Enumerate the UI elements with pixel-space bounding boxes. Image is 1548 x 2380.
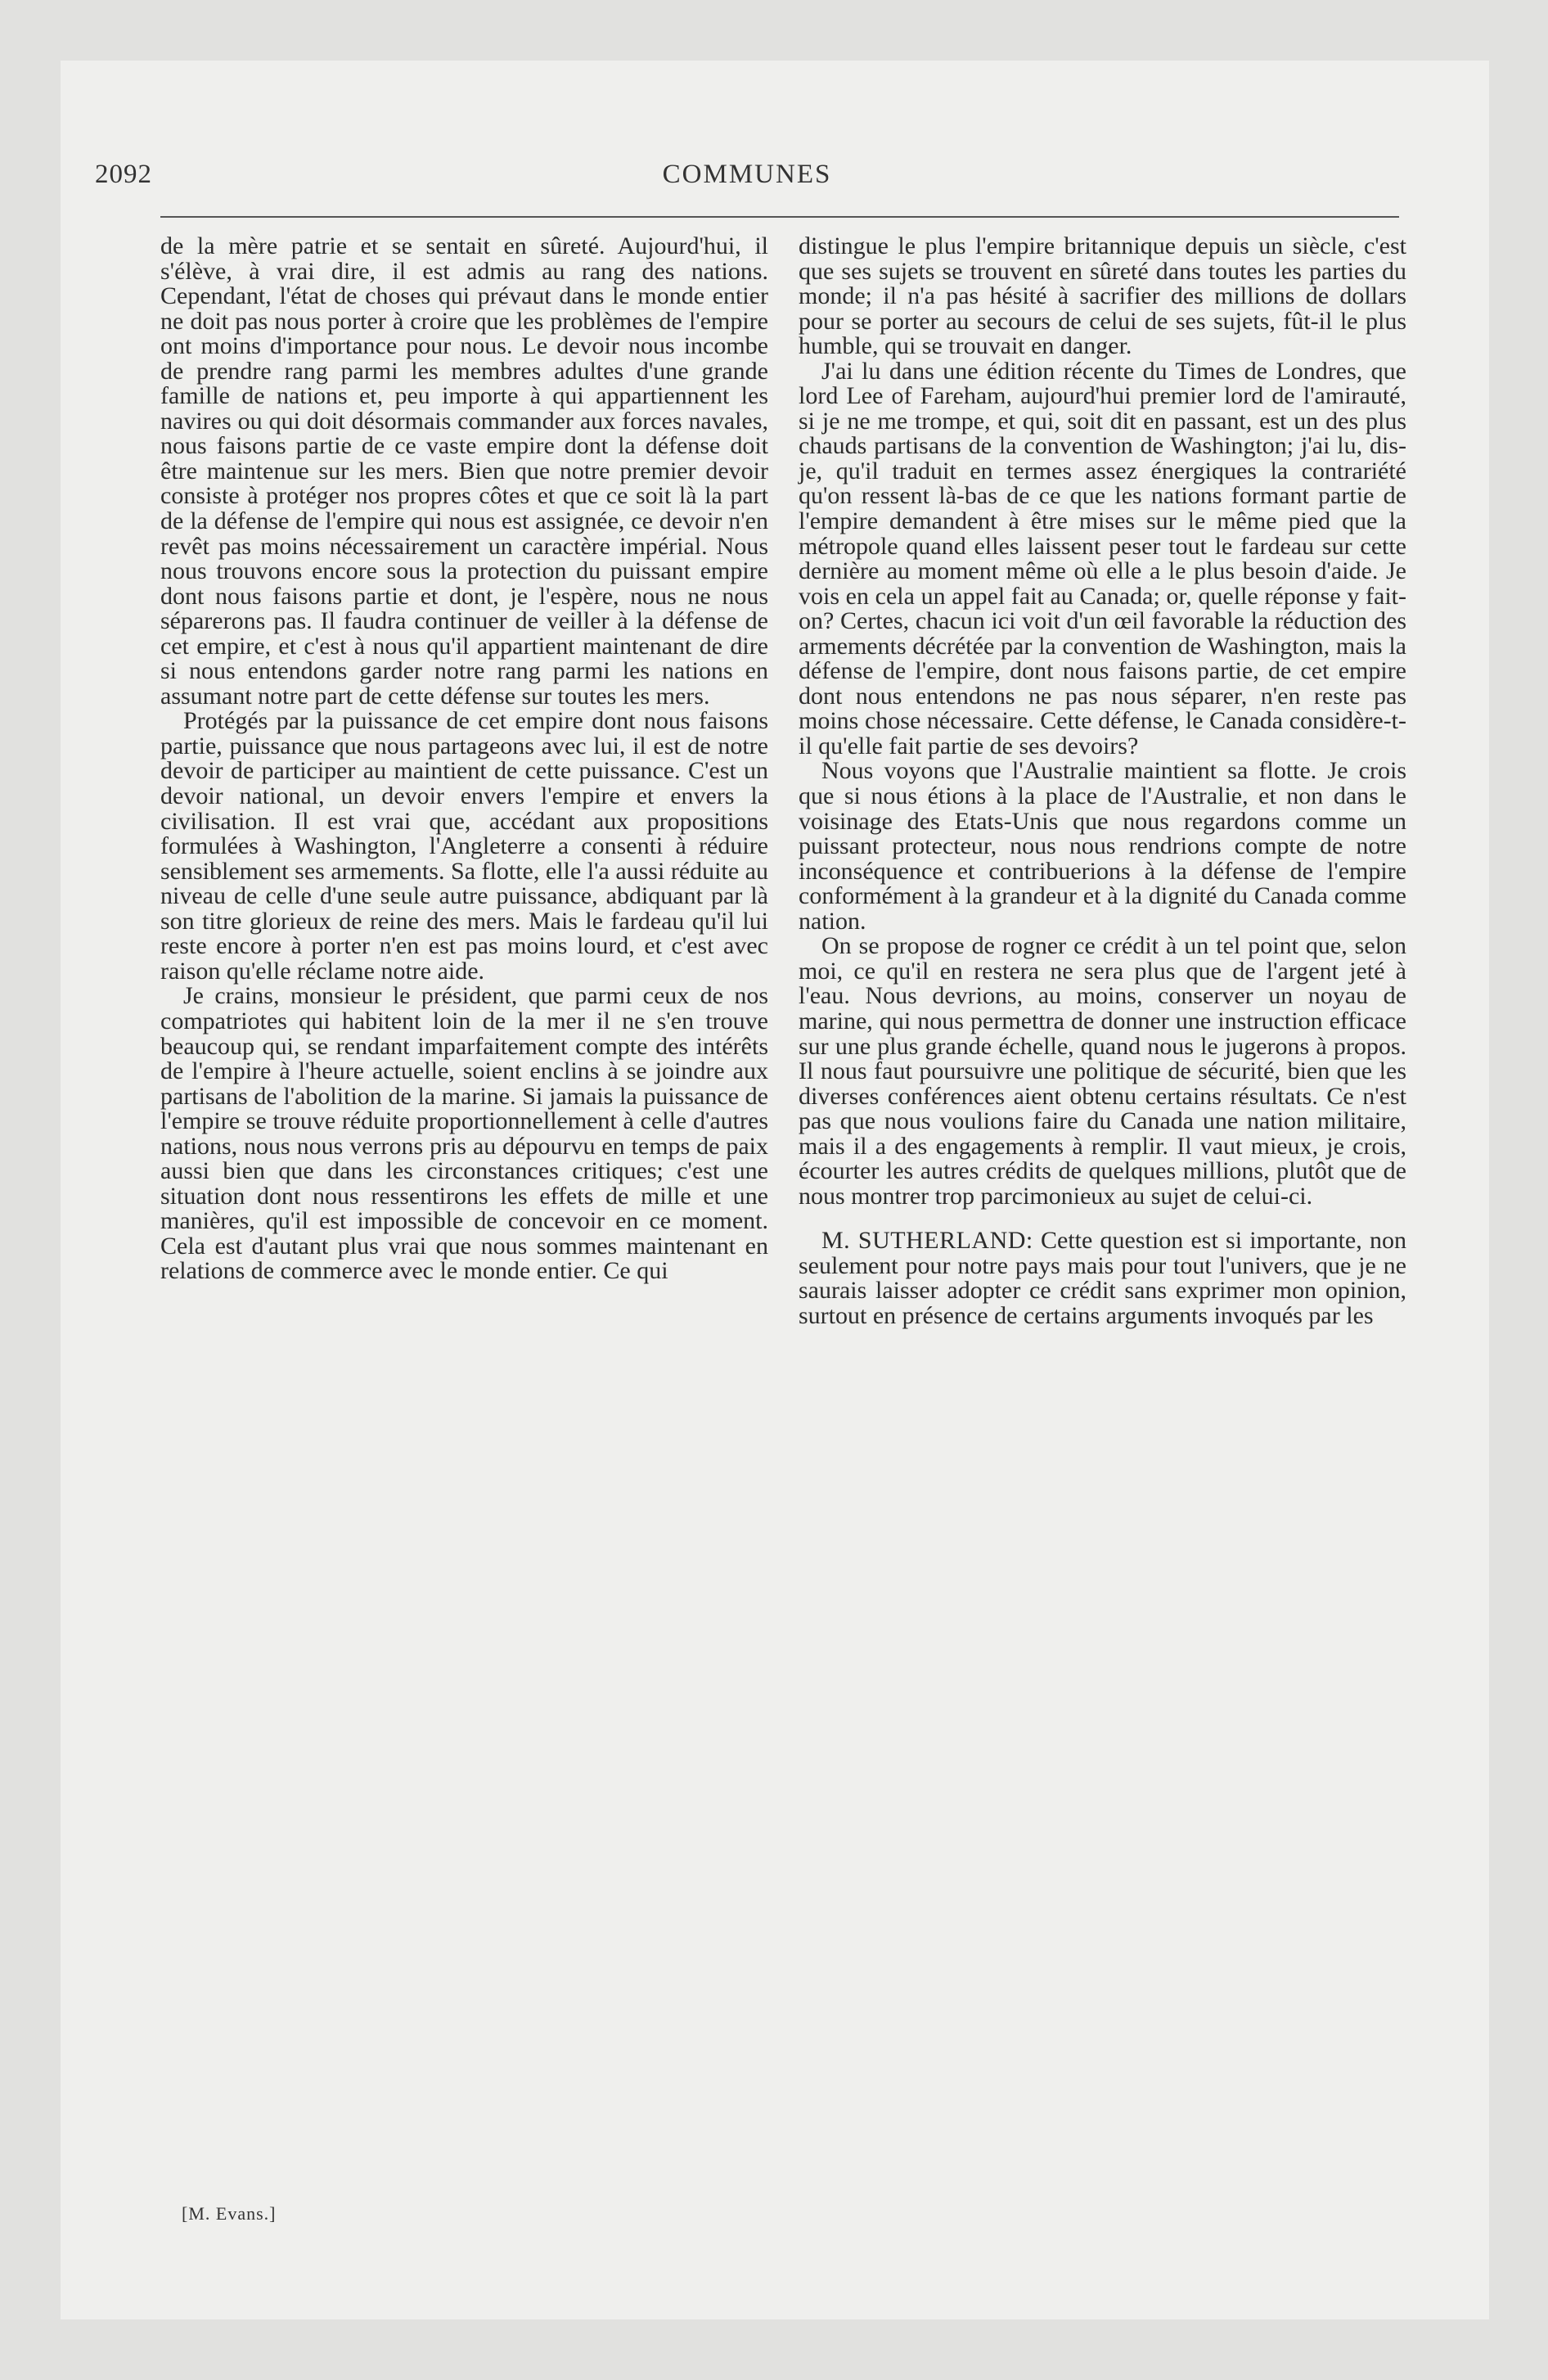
page-number: 2092 (95, 160, 152, 189)
running-title: COMMUNES (662, 160, 832, 189)
speaker-attribution: [M. Evans.] (182, 2203, 277, 2224)
speaker-text: Cette question est si importante, non seulement pour notre pays mais pour tout l'univers, que je ne saurais laisser adopter ce crédit sans exprimer mon opinion, surtout en présence de certains arguments invoqués par les (799, 1227, 1406, 1329)
paragraph: de la mère patrie et se sentait en sûreté. Aujourd'hui, il s'élève, à vrai dire, il est admis au rang des nations. Cependant, l'état de choses qui prévaut dans le monde entier ne doit pas nous porter à croire que les problèmes de l'empire ont moins d'importance pour nous. Le devoir nous incombe de prendre rang parmi les membres adultes d'une grande famille de nations et, peu importe à qui appartiennent les navires ou qui doit désormais commander aux forces navales, nous faisons partie de ce vaste empire dont la défense doit être maintenue sur les mers. Bien que notre premier devoir consiste à protéger nos propres côtes et que ce soit là la part de la défense de l'empire qui nous est assignée, ce devoir n'en revêt pas moins nécessairement un caractère impérial. Nous nous trouvons encore sous la protection du puissant empire dont nous faisons partie et dont, je l'espère, nous ne nous séparerons pas. Il faudra continuer de veiller à la défense de cet empire, et c'est à nous qu'il appartient maintenant de dire si nous entendons garder notre rang parmi les nations en assumant notre part de cette défense sur toutes les mers. (160, 232, 768, 710)
header-rule (160, 216, 1399, 218)
speaker-name: M. SUTHERLAND: (821, 1227, 1033, 1255)
paragraph: Protégés par la puissance de cet empire dont nous faisons partie, puissance que nous partageons avec lui, il est de notre devoir de participer au maintient de cette puissance. C'est un devoir national, un devoir envers l'empire et envers la civilisation. Il est vrai que, accédant aux propositions formulées à Washington, l'Angleterre a consenti à réduire sensiblement ses armements. Sa flotte, elle l'a aussi réduite au niveau de celle d'une seule autre puissance, abdiquant par là son titre glorieux de reine des mers. Mais le fardeau qu'il lui reste encore à porter n'en est pas moins lourd, et c'est avec raison qu'elle réclame notre aide. (160, 707, 768, 985)
paragraph: Nous voyons que l'Australie maintient sa flotte. Je crois que si nous étions à la place de l'Australie, et non dans le voisinage des Etats-Unis que nous regardons comme un puissant protecteur, nous nous rendrions compte de notre inconséquence et contribuerions à la défense de l'empire conformément à la grandeur et à la dignité du Canada comme nation. (799, 757, 1406, 935)
paragraph: Je crains, monsieur le président, que parmi ceux de nos compatriotes qui habitent loin de la mer il ne s'en trouve beaucoup qui, se rendant imparfaitement compte des intérêts de l'empire à l'heure actuelle, soient enclins à se joindre aux partisans de l'abolition de la marine. Si jamais la puissance de l'empire se trouve réduite proportionnellement à celle d'autres nations, nous nous verrons pris au dépourvu en temps de paix aussi bien que dans les circonstances critiques; c'est une situation dont nous ressentirons les effets de mille et une manières, qu'il est impossible de concevoir en ce moment. Cela est d'autant plus vrai que nous sommes maintenant en relations de commerce avec le monde entier. Ce qui (160, 982, 768, 1285)
page-header (95, 151, 1399, 194)
paragraph: On se propose de rogner ce crédit à un tel point que, selon moi, ce qu'il en restera ne sera plus que de l'argent jeté à l'eau. Nous devrions, au moins, conserver un noyau de marine, qui nous permettra de donner une instruction efficace sur une plus grande échelle, quand nous le jugerons à propos. Il nous faut poursuivre une politique de sécurité, bien que les diverses conférences aient obtenu certains résultats. Ce n'est pas que nous voulions faire du Canada une nation militaire, mais il a des engagements à remplir. Il vaut mieux, je crois, écourter les autres crédits de quelques millions, plutôt que de nous montrer trop parcimonieux au sujet de celui-ci. (799, 932, 1406, 1210)
speaker-paragraph (799, 1228, 1406, 1328)
right-column (799, 234, 1406, 1329)
left-column (160, 234, 768, 1284)
paragraph: distingue le plus l'empire britannique depuis un siècle, c'est que ses sujets se trouvent en sûreté dans toutes les parties du monde; il n'a pas hésité à sacrifier des millions de dollars pour se porter au secours de celui de ses sujets, fût-il le plus humble, qui se trouvait en danger. (799, 232, 1406, 360)
paragraph: J'ai lu dans une édition récente du Times de Londres, que lord Lee of Fareham, aujourd'hui premier lord de l'amirauté, si je ne me trompe, et qui, soit dit en passant, est un des plus chauds partisans de la convention de Washington; j'ai lu, dis-je, qu'il traduit en termes assez énergiques la contrariété qu'on ressent là-bas de ce que les nations formant partie de l'empire demandent à être mises sur le même pied que la métropole quand elles laissent peser tout le fardeau sur cette dernière au moment même où elle a le plus besoin d'aide. Je vois en cela un appel fait au Canada; or, quelle réponse y fait-on? Certes, chacun ici voit d'un œil favorable la réduction des armements décrétée par la convention de Washington, mais la défense de l'empire, dont nous faisons partie, de cet empire dont nous entendons ne pas nous séparer, n'en reste pas moins chose nécessaire. Cette défense, le Canada considère-t-il qu'elle fait partie de ses devoirs? (799, 357, 1406, 760)
